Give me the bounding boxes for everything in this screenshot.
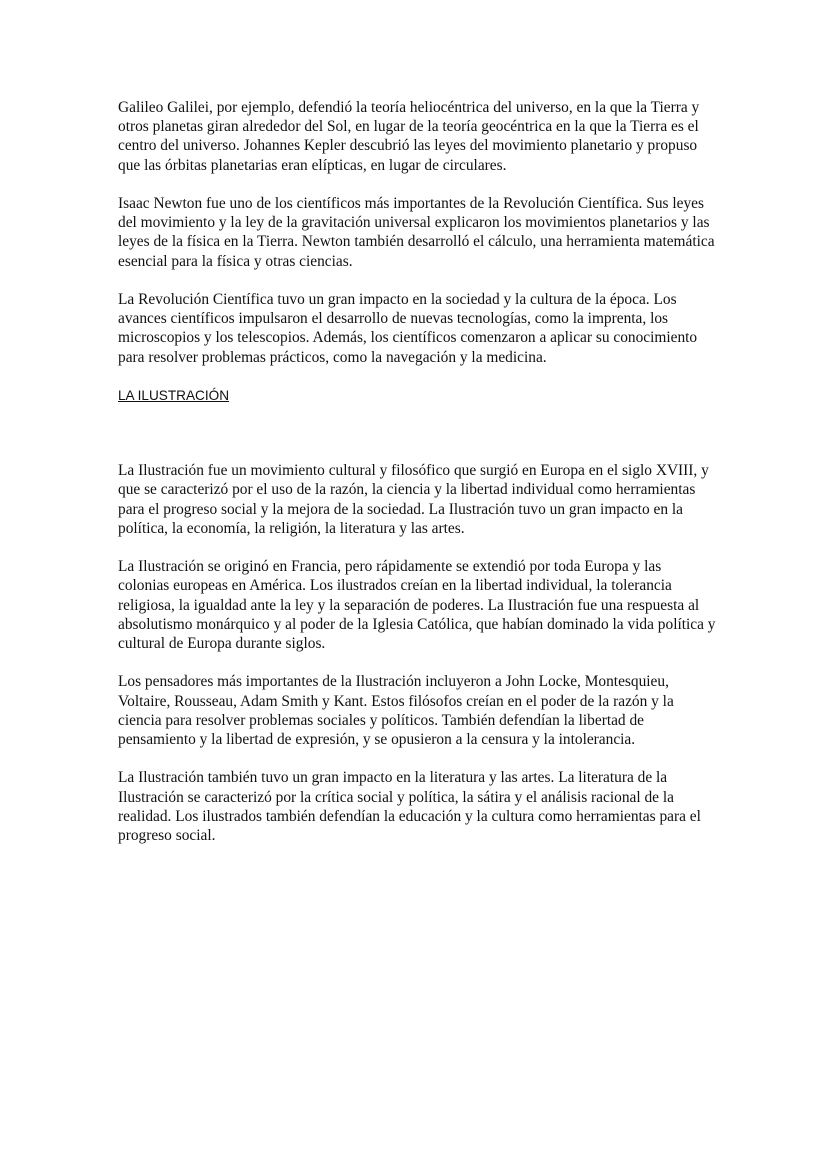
section-heading-wrapper (118, 386, 716, 405)
paragraph-galileo-kepler: Galileo Galilei, por ejemplo, defendió la teoría heliocéntrica del universo, en la que la Tierra y otros planetas giran alrededor del Sol, en lugar de la teoría geocéntrica en la que la Tierra es el centro del universo. Johannes Kepler descubrió las leyes del movimiento planetario y propuso que las órbitas planetarias eran elípticas, en lugar de circulares. (118, 99, 700, 174)
paragraph-enlightenment-thinkers: Los pensadores más importantes de la Ilustración incluyeron a John Locke, Montesquieu, Voltaire, Rousseau, Adam Smith y Kant. Estos filósofos creían en el poder de la razón y la ciencia para resolver problemas sociales y políticos. También defendían la libertad de pensamiento y la libertad de expresión, y se opusieron a la censura y la intolerancia. (118, 673, 674, 749)
document-body (118, 98, 716, 864)
paragraph-enlightenment-origin: La Ilustración se originó en Francia, pero rápidamente se extendió por toda Europa y las colonias europeas en América. Los ilustrados creían en la libertad individual, la tolerancia religiosa, la igualdad ante la ley y la separación de poderes. La Ilustración fue una respuesta al absolutismo monárquico y al poder de la Iglesia Católica, que habían dominado la vida política y cultural de Europa durante siglos. (118, 558, 716, 653)
paragraph-enlightenment-arts: La Ilustración también tuvo un gran impacto en la literatura y las artes. La literatura de la Ilustración se caracterizó por la crítica social y política, la sátira y el análisis racional de la realidad. Los ilustrados también defendían la educación y la cultura como herramientas para el progreso social. (118, 769, 701, 845)
section-heading: LA ILUSTRACIÓN (118, 388, 230, 403)
paragraph-enlightenment-definition: La Ilustración fue un movimiento cultural y filosófico que surgió en Europa en el siglo XVIII, y que se caracterizó por el uso de la razón, la ciencia y la libertad individual como herramientas para el progreso social y la mejora de la sociedad. La Ilustración tuvo un gran impacto en la política, la economía, la religión, la literatura y las artes. (118, 462, 709, 537)
paragraph-scientific-revolution-impact: La Revolución Científica tuvo un gran impacto en la sociedad y la cultura de la época. Los avances científicos impulsaron el desarrollo de nuevas tecnologías, como la imprenta, los microscopios y los telescopios. Además, los científicos comenzaron a aplicar su conocimiento para resolver problemas prácticos, como la navegación y la medicina. (118, 291, 698, 366)
paragraph-newton: Isaac Newton fue uno de los científicos más importantes de la Revolución Científica. Sus leyes del movimiento y la ley de la gravitación universal explicaron los movimientos planetarios y las leyes de la física en la Tierra. Newton también desarrolló el cálculo, una herramienta matemática esencial para la física y otras ciencias. (118, 195, 715, 270)
